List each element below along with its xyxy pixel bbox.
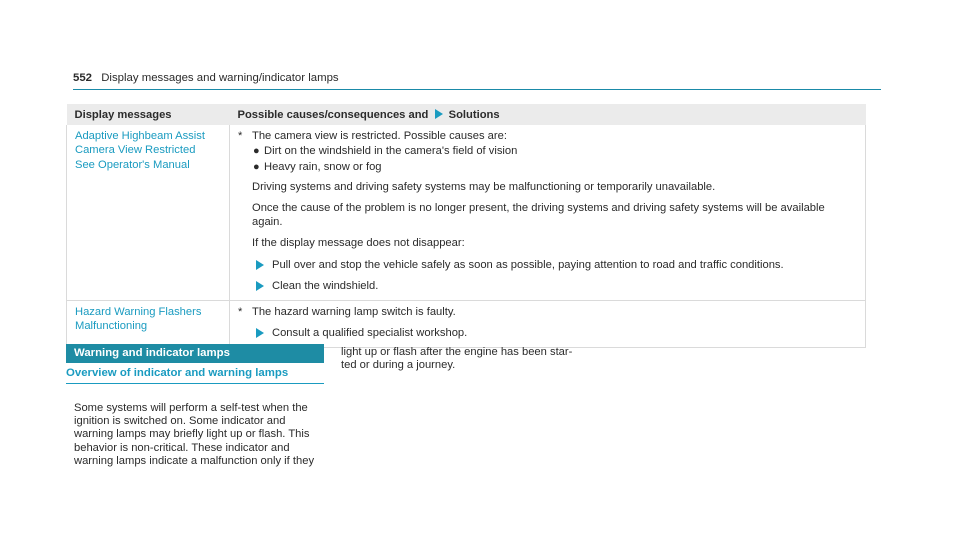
bullet-icon: ● <box>253 145 260 158</box>
solution-step <box>238 326 857 341</box>
cause-intro-text: The camera view is restricted. Possible causes are: <box>252 129 507 142</box>
column-header-causes-label: Possible causes/consequences and <box>237 109 429 121</box>
cause-bullet <box>238 160 857 175</box>
optional-equipment-star: * <box>238 305 243 318</box>
body-text-line: ted or during a journey. <box>341 359 456 372</box>
display-message-cell <box>67 300 230 347</box>
body-text-column-1 <box>74 402 344 468</box>
page-header <box>73 71 881 90</box>
body-text-line: warning lamps indicate a malfunction only if they <box>74 454 315 467</box>
body-text-line: warning lamps may briefly light up or flash. This <box>74 428 310 441</box>
cause-intro-text: The hazard warning lamp switch is faulty. <box>252 305 456 318</box>
resolution-text-line: Once the cause of the problem is no longer present, the driving systems and driving safety systems will be available <box>252 201 825 214</box>
cause-bullet <box>238 144 857 159</box>
resolution-text <box>238 201 857 230</box>
column-header-causes-solutions <box>230 104 866 125</box>
cause-intro <box>238 305 857 320</box>
display-message-cell <box>67 125 230 301</box>
body-text-line: Some systems will perform a self-test when the <box>74 402 308 414</box>
page-number: 552 <box>73 72 93 84</box>
causes-solutions-cell <box>230 300 866 347</box>
section-subtitle: Overview of indicator and warning lamps <box>66 367 324 384</box>
column-header-solutions-label: Solutions <box>448 109 500 121</box>
cause-bullet-text: Dirt on the windshield in the camera's field of vision <box>264 145 518 158</box>
arrow-right-icon <box>256 260 264 270</box>
table-header-row <box>67 104 866 125</box>
consequence-text: Driving systems and driving safety systems may be malfunctioning or temporarily unavailable. <box>252 181 716 194</box>
display-message-line: Malfunctioning <box>75 320 148 333</box>
arrow-right-icon <box>256 281 264 291</box>
arrow-right-icon <box>256 328 264 338</box>
cause-bullet-text: Heavy rain, snow or fog <box>264 160 382 173</box>
section-title: Warning and indicator lamps <box>66 344 324 363</box>
body-text-column-2 <box>341 346 611 372</box>
display-message-line: Camera View Restricted <box>75 144 196 157</box>
body-text-line: behavior is non-critical. These indicator and <box>74 441 290 454</box>
display-messages-table <box>66 104 866 348</box>
condition-text: If the display message does not disappear: <box>252 236 465 249</box>
solution-step-text: Clean the windshield. <box>272 280 379 293</box>
body-text-line: ignition is switched on. Some indicator and <box>74 415 286 428</box>
column-header-display-messages: Display messages <box>67 104 230 125</box>
page-header-title: Display messages and warning/indicator lamps <box>101 72 339 84</box>
display-message-line: Hazard Warning Flashers <box>75 305 202 318</box>
solution-step-text: Pull over and stop the vehicle safely as soon as possible, paying attention to road and traffic conditions. <box>272 258 784 271</box>
solution-step <box>238 258 857 273</box>
body-text-line: light up or flash after the engine has been star- <box>341 346 573 358</box>
optional-equipment-star: * <box>238 129 243 142</box>
table-row <box>67 300 866 347</box>
causes-solutions-cell <box>230 125 866 301</box>
display-message-line: Adaptive Highbeam Assist <box>75 129 205 142</box>
solution-step-text: Consult a qualified specialist workshop. <box>272 327 468 340</box>
cause-intro <box>238 129 857 144</box>
table-row <box>67 125 866 301</box>
display-message-line: See Operator's Manual <box>75 158 190 171</box>
arrow-right-icon <box>435 109 443 119</box>
bullet-icon: ● <box>253 160 260 173</box>
solution-step <box>238 279 857 294</box>
resolution-text-line: again. <box>252 216 283 229</box>
